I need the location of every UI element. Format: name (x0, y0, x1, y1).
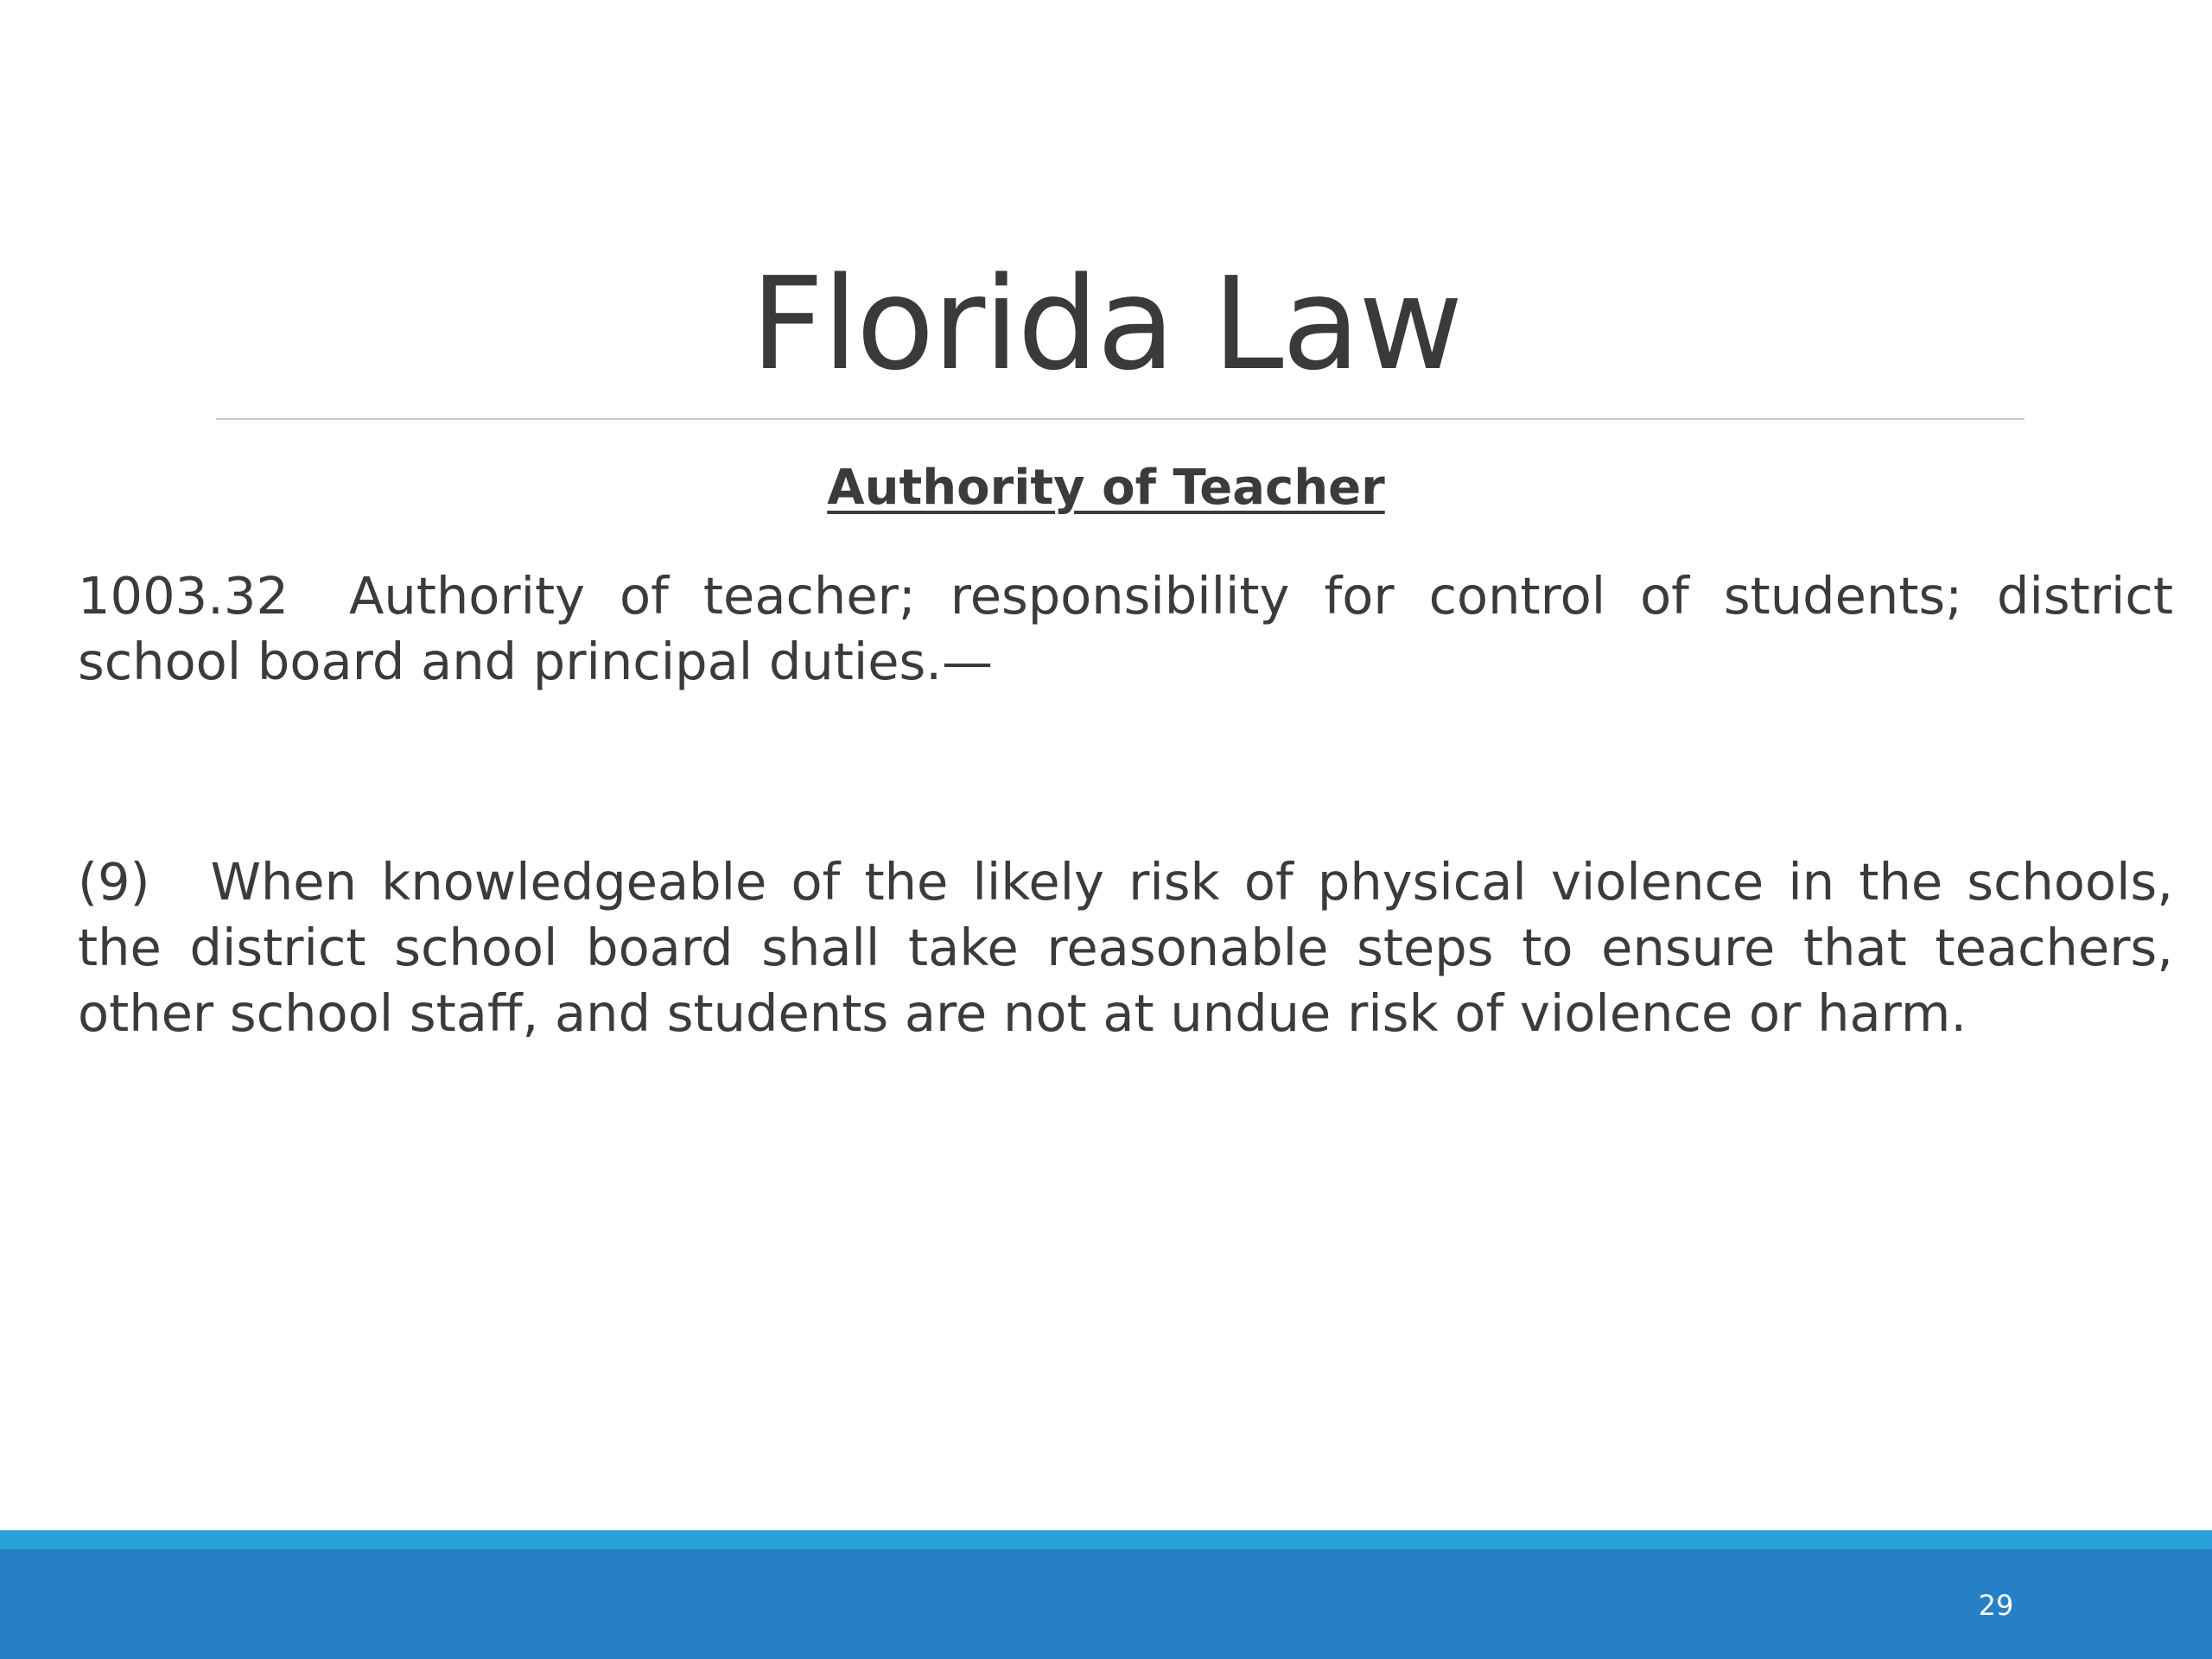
subsection-number: (9) (78, 852, 150, 912)
statute-heading-paragraph (78, 563, 2173, 695)
statute-number: 1003.32 (78, 566, 289, 626)
subsection-paragraph (78, 849, 2173, 1046)
statute-heading-text: Authority of teacher; responsibility for control of students; district school board and principal duties.— (78, 566, 2173, 691)
subsection-text: When knowledgeable of the likely risk of physical violence in the schools, the district school board shall take reasonable steps to ensure that teachers, other school staff, and students are not at undue risk of violence or harm. (78, 852, 2173, 1043)
page-number: 29 (1978, 1589, 2014, 1622)
title-divider (216, 418, 2024, 420)
slide-title: Florida Law (750, 250, 1462, 398)
section-heading: Authority of Teacher (827, 460, 1385, 516)
footer-bar (0, 1549, 2212, 1659)
footer-accent-stripe (0, 1530, 2212, 1549)
